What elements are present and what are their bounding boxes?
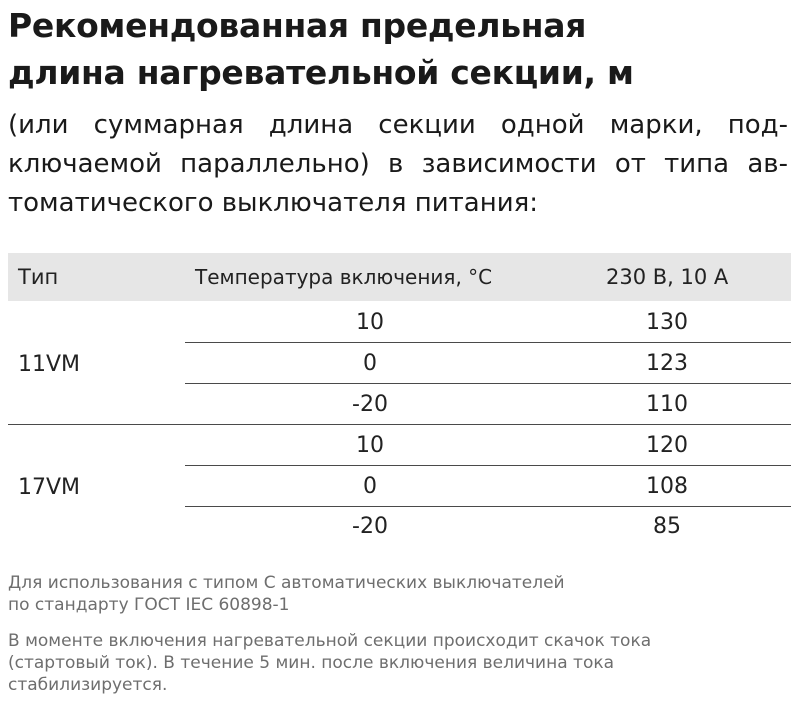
length-cell: 120 [646,433,688,458]
type-label-11vm: 11VM [18,352,81,377]
header-voltage: 230 В, 10 А [606,265,729,289]
subtitle [8,106,788,223]
length-cell: 110 [646,392,688,417]
note-current-line-1: В моменте включения нагревательной секции происходит скачок тока [8,631,652,651]
page-title [8,2,793,96]
subtitle-line-2: ключаемой параллельно) в зависимости от типа ав- [8,149,788,179]
title-line-1: Рекомендованная предельная [8,6,587,45]
length-cell: 108 [646,474,688,499]
temp-cell: 10 [356,310,384,335]
temp-cell: -20 [352,514,388,539]
temp-cell: -20 [352,392,388,417]
subtitle-line-3: томатического выключателя питания: [8,188,539,218]
group-divider [8,424,791,425]
table-header [8,253,791,301]
length-cell: 130 [646,310,688,335]
header-type: Тип [18,265,59,289]
temp-cell: 0 [363,351,377,376]
note-standard-line-2: по стандарту ГОСТ IEC 60898-1 [8,595,290,615]
length-cell: 123 [646,351,688,376]
note-current-line-2: (стартовый ток). В течение 5 мин. после включения величина тока [8,653,615,673]
note-starting-current [8,630,793,696]
type-label-17vm: 17VM [18,475,81,500]
row-divider [185,342,791,343]
note-standard-line-1: Для использования с типом С автоматических выключателей [8,573,565,593]
row-divider [185,383,791,384]
length-cell: 85 [653,514,681,539]
header-temperature: Температура включения, °C [195,265,493,289]
note-current-line-3: стабилизируется. [8,675,168,695]
row-divider [185,465,791,466]
note-standard [8,572,793,616]
temp-cell: 10 [356,433,384,458]
subtitle-line-1: (или суммарная длина секции одной марки, под- [8,110,788,140]
title-line-2: длина нагревательной секции, м [8,53,634,92]
temp-cell: 0 [363,474,377,499]
